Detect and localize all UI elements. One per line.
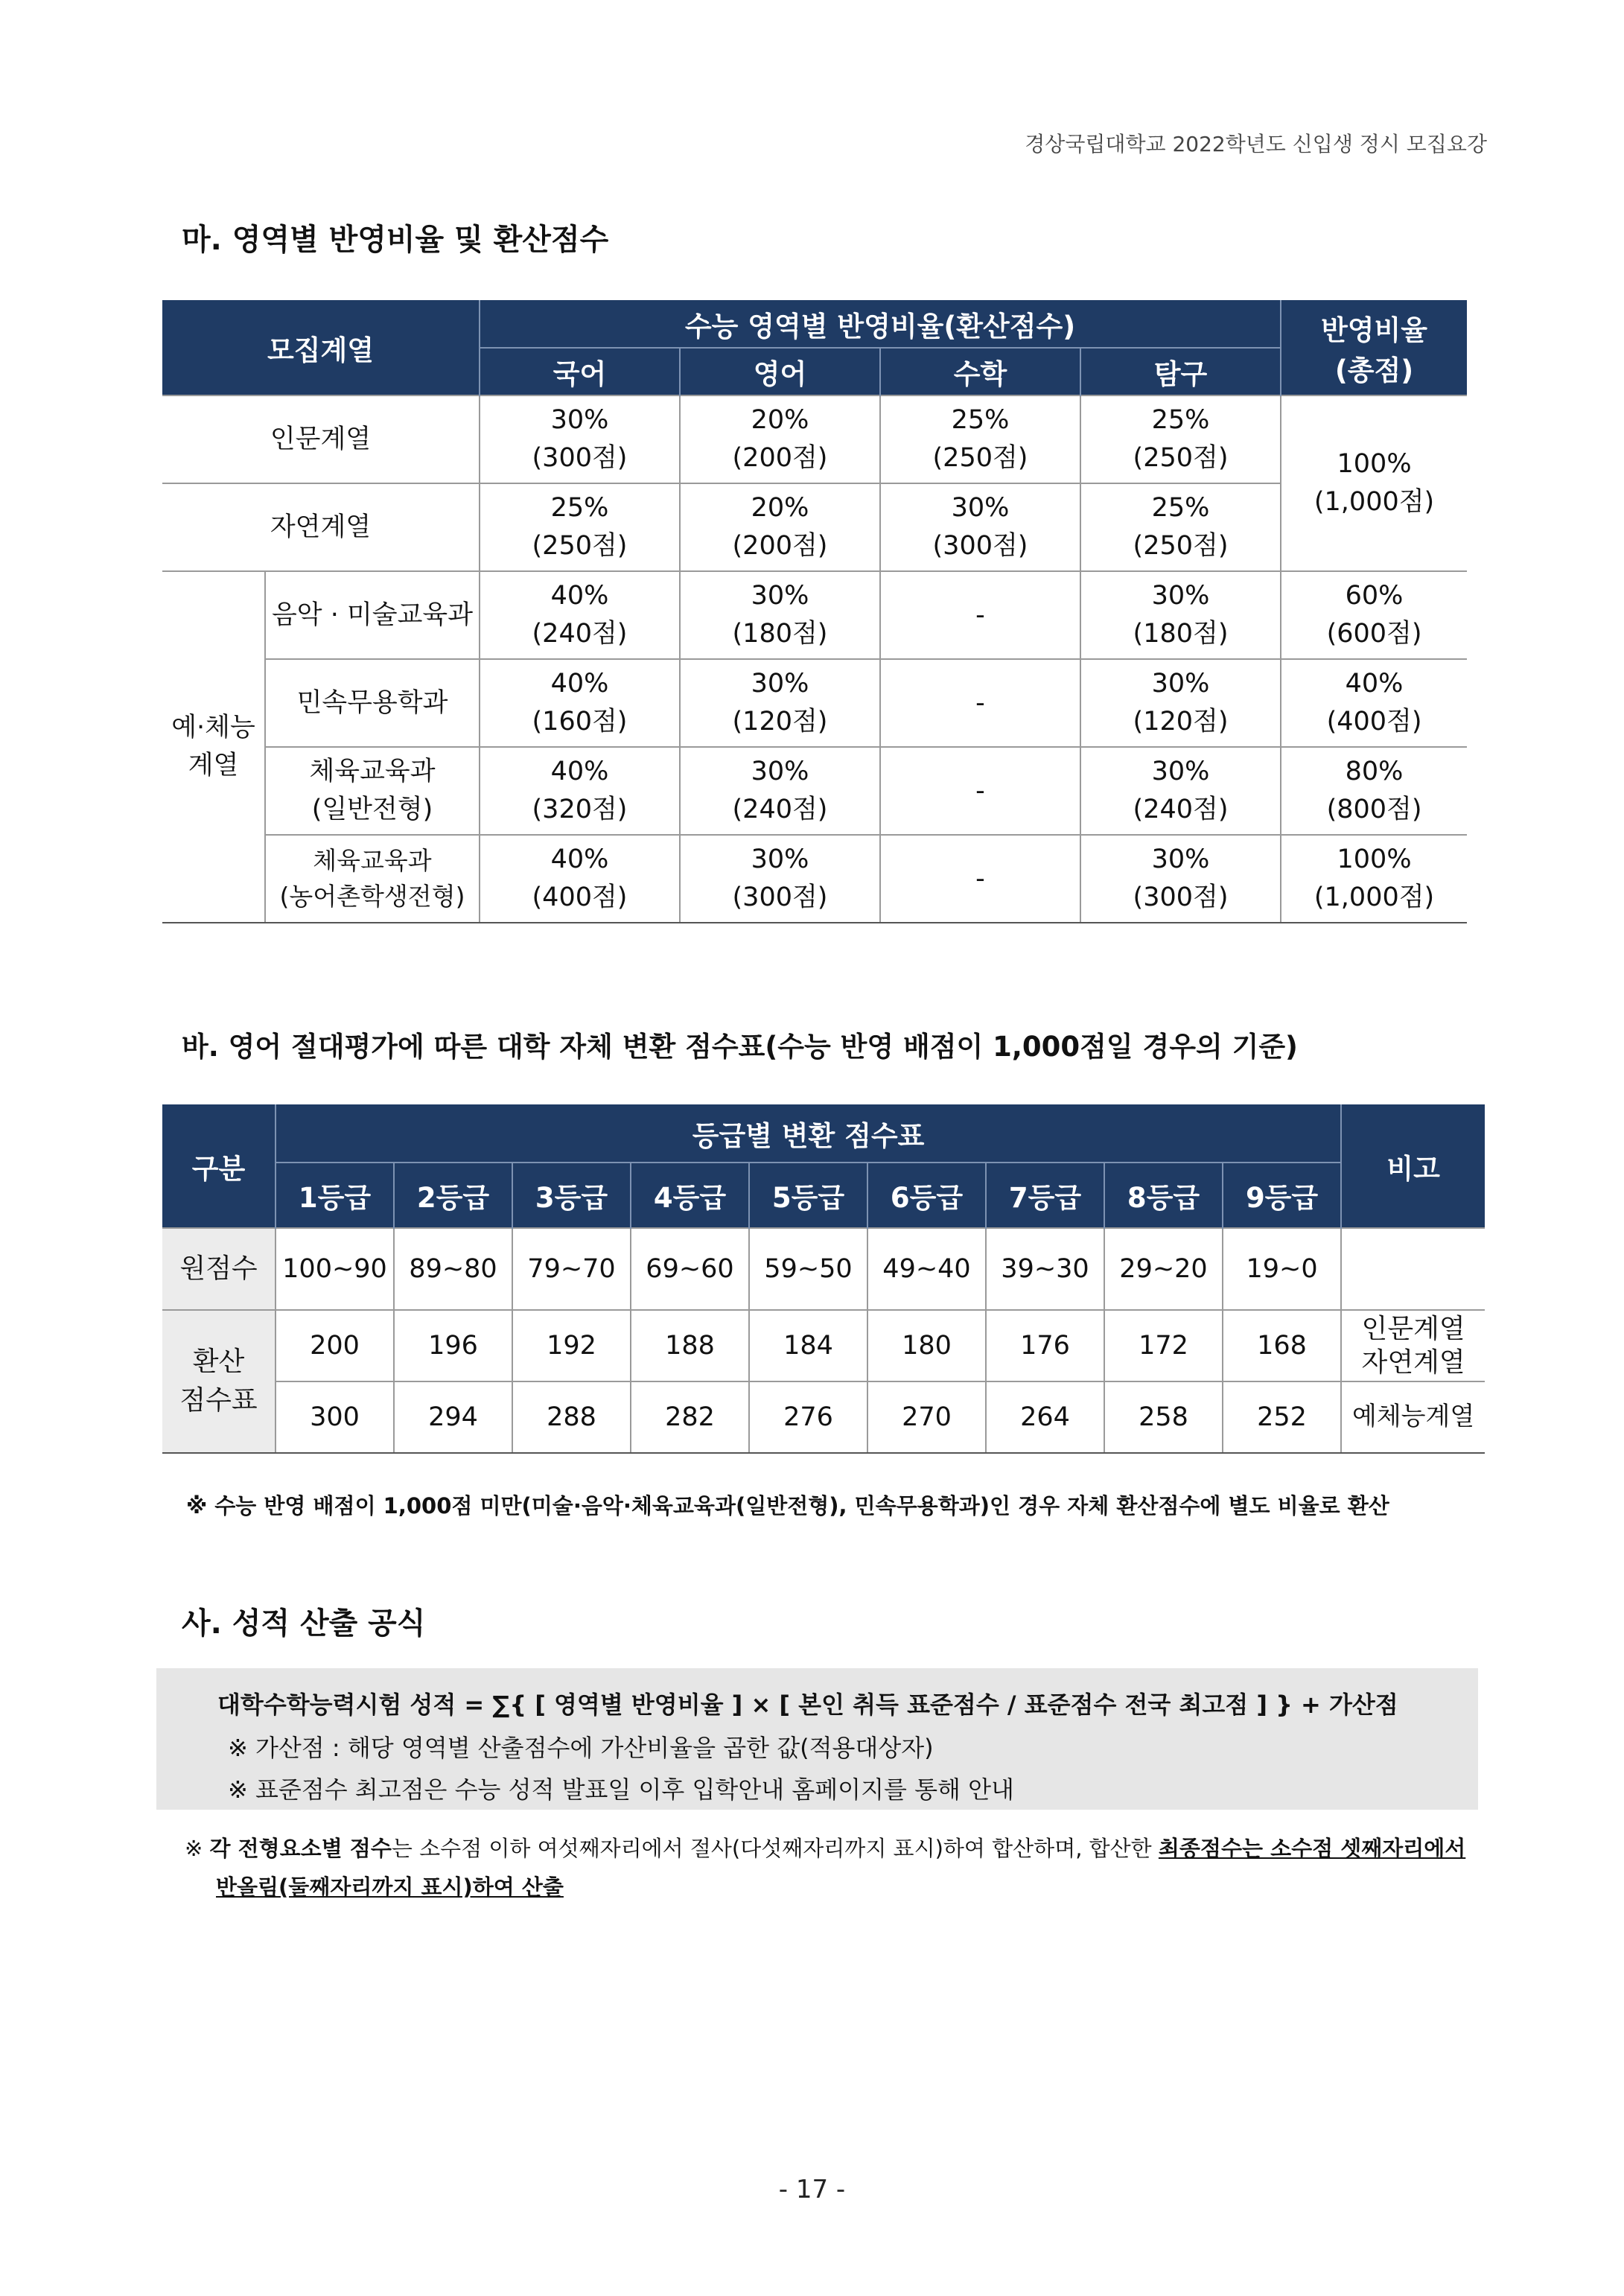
converted-score-label: 환산 점수표: [162, 1310, 276, 1453]
cell: 59~50: [749, 1228, 867, 1310]
header-ratio-line1: 반영비율: [1321, 314, 1428, 346]
cell: 192: [512, 1310, 631, 1381]
cell: 30% (180점): [680, 571, 880, 659]
header-grade-1: 1등급: [276, 1163, 394, 1228]
shared-total-cell: 100% (1,000점): [1281, 395, 1467, 571]
cell: 294: [394, 1381, 512, 1453]
table-row: [162, 483, 1467, 571]
cell: 188: [631, 1310, 749, 1381]
arts-group-label: 예·체능 계열: [162, 571, 265, 923]
cell: 276: [749, 1381, 867, 1453]
header-ratio-total: [1281, 300, 1467, 395]
cell: 25% (250점): [880, 395, 1080, 483]
cell: 49~40: [867, 1228, 986, 1310]
cell: 258: [1104, 1381, 1223, 1453]
cell: 40% (400점): [480, 835, 680, 923]
header-subject-english: 영어: [680, 348, 880, 395]
raw-score-label: 원점수: [162, 1228, 276, 1310]
rounding-note: ※ 각 전형요소별 점수는 소수점 이하 여섯째자리에서 절사(다섯째자리까지 표시)하여 합산하며, 합산한 최종점수는 소수점 셋째자리에서 반올림(둘째자리까지 표시)하여 산출: [185, 1836, 1466, 1900]
cell: -: [880, 835, 1080, 923]
section-title-ratio: 마. 영역별 반영비율 및 환산점수: [182, 223, 609, 257]
page-number: - 17 -: [778, 2175, 846, 2204]
cell: 196: [394, 1310, 512, 1381]
formula-note-max-score: ※ 표준점수 최고점은 수능 성적 발표일 이후 입학안내 홈페이지를 통해 안내: [228, 1775, 1014, 1804]
table-row: [162, 835, 1467, 923]
note-cell: 예체능계열: [1341, 1381, 1485, 1453]
cell: 20% (200점): [680, 395, 880, 483]
cell: 100% (1,000점): [1281, 835, 1467, 923]
header-subject-korean: 국어: [480, 348, 680, 395]
cell: 264: [986, 1381, 1104, 1453]
cell: 176: [986, 1310, 1104, 1381]
table-row: [162, 395, 1467, 483]
header-ratio-line2: (총점): [1334, 354, 1414, 387]
note-cell: 인문계열 자연계열: [1341, 1310, 1485, 1381]
cell: 40% (400점): [1281, 659, 1467, 747]
header-bigo: 비고: [1341, 1104, 1485, 1228]
cell: -: [880, 747, 1080, 835]
cell: 69~60: [631, 1228, 749, 1310]
cell: -: [880, 659, 1080, 747]
header-grade-3: 3등급: [512, 1163, 631, 1228]
cell: 25% (250점): [1080, 483, 1281, 571]
header-grade-7: 7등급: [986, 1163, 1104, 1228]
cell: 30% (300점): [680, 835, 880, 923]
cell: 172: [1104, 1310, 1223, 1381]
cell: 60% (600점): [1281, 571, 1467, 659]
header-grade-5: 5등급: [749, 1163, 867, 1228]
row-label: 인문계열: [162, 395, 480, 483]
table-row: [162, 571, 1467, 659]
cell: 200: [276, 1310, 394, 1381]
cell: 79~70: [512, 1228, 631, 1310]
cell: 30% (240점): [1080, 747, 1281, 835]
cell: 25% (250점): [1080, 395, 1281, 483]
cell: 20% (200점): [680, 483, 880, 571]
cell: 40% (160점): [480, 659, 680, 747]
cell: 282: [631, 1381, 749, 1453]
section-title-english: 바. 영어 절대평가에 따른 대학 자체 변환 점수표(수능 반영 배점이 1,000점일 경우의 기준): [182, 1031, 1298, 1063]
cell: 30% (180점): [1080, 571, 1281, 659]
header-grade-2: 2등급: [394, 1163, 512, 1228]
cell: 19~0: [1223, 1228, 1341, 1310]
header-grade-4: 4등급: [631, 1163, 749, 1228]
cell: 300: [276, 1381, 394, 1453]
header-group: 모집계열: [162, 300, 480, 395]
ratio-table: [162, 300, 1467, 923]
cell: 270: [867, 1381, 986, 1453]
cell: 252: [1223, 1381, 1341, 1453]
cell: 30% (300점): [880, 483, 1080, 571]
formula-main: 대학수학능력시험 성적 = ∑{ [ 영역별 반영비율 ] × [ 본인 취득 표준점수 / 표준점수 전국 최고점 ] } + 가산점: [217, 1691, 1398, 1719]
cell: 184: [749, 1310, 867, 1381]
cell: 89~80: [394, 1228, 512, 1310]
cell: 30% (120점): [1080, 659, 1281, 747]
header-grade-8: 8등급: [1104, 1163, 1223, 1228]
cell: 39~30: [986, 1228, 1104, 1310]
header-grade-6: 6등급: [867, 1163, 986, 1228]
cell: 29~20: [1104, 1228, 1223, 1310]
section-title-formula: 사. 성적 산출 공식: [182, 1606, 426, 1641]
english-table-note: ※ 수능 반영 배점이 1,000점 미만(미술·음악·체육교육과(일반전형), 민속무용학과)인 경우 자체 환산점수에 별도 비율로 환산: [186, 1493, 1389, 1519]
header-subject-math: 수학: [880, 348, 1080, 395]
cell: 40% (240점): [480, 571, 680, 659]
english-conversion-table: [162, 1104, 1485, 1454]
cell: 30% (300점): [480, 395, 680, 483]
row-label: 자연계열: [162, 483, 480, 571]
table-row: [162, 747, 1467, 835]
formula-box: [156, 1668, 1478, 1810]
table-row: [162, 1310, 1485, 1381]
cell: [1341, 1228, 1485, 1310]
cell: -: [880, 571, 1080, 659]
table-row: [162, 1381, 1485, 1453]
row-label: 체육교육과 (농어촌학생전형): [265, 835, 480, 923]
formula-note-bonus: ※ 가산점 : 해당 영역별 산출점수에 가산비율을 곱한 값(적용대상자): [228, 1734, 934, 1762]
cell: 80% (800점): [1281, 747, 1467, 835]
header-subject-inquiry: 탐구: [1080, 348, 1281, 395]
cell: 30% (240점): [680, 747, 880, 835]
header-grade-9: 9등급: [1223, 1163, 1341, 1228]
document-header: 경상국립대학교 2022학년도 신입생 정시 모집요강: [1025, 132, 1487, 156]
table-row: [162, 1228, 1485, 1310]
cell: 100~90: [276, 1228, 394, 1310]
cell: 180: [867, 1310, 986, 1381]
row-label: 음악 · 미술교육과: [265, 571, 480, 659]
header-suneung: 수능 영역별 반영비율(환산점수): [480, 300, 1281, 348]
cell: 30% (120점): [680, 659, 880, 747]
table-row: [162, 659, 1467, 747]
cell: 288: [512, 1381, 631, 1453]
row-label: 민속무용학과: [265, 659, 480, 747]
cell: 30% (300점): [1080, 835, 1281, 923]
row-label: 체육교육과 (일반전형): [265, 747, 480, 835]
cell: 25% (250점): [480, 483, 680, 571]
cell: 168: [1223, 1310, 1341, 1381]
cell: 40% (320점): [480, 747, 680, 835]
header-grade-table: 등급별 변환 점수표: [276, 1104, 1341, 1163]
header-gubun: 구분: [162, 1104, 276, 1228]
